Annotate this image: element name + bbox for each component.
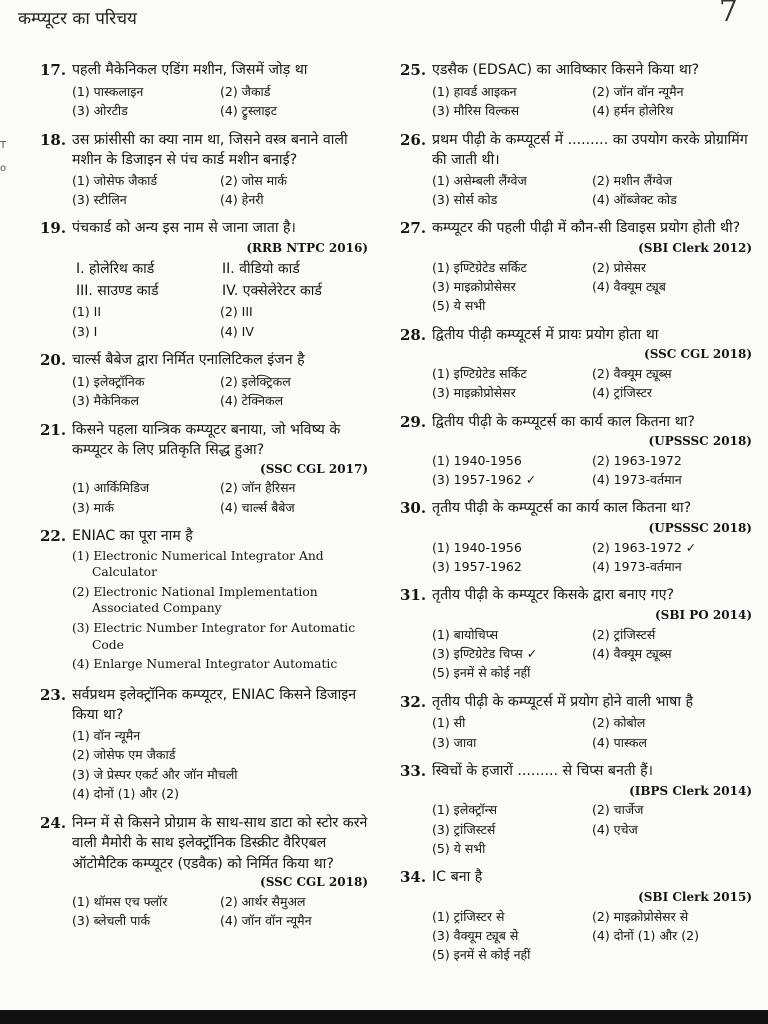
answer-options [72, 478, 368, 517]
answer-option: (1) इलेक्ट्रॉन्स [432, 802, 498, 818]
question-block [400, 325, 752, 403]
question-number: 29. [400, 412, 427, 431]
answer-option: (1) इण्टिग्रेटेड सर्किट [432, 259, 527, 275]
answer-option: (3) वैक्यूम ट्यूब से [432, 927, 519, 943]
question-block [40, 130, 368, 210]
question-source: (SSC CGL 2017) [260, 461, 368, 476]
answer-option: (1) आर्किमिडिज [72, 480, 150, 496]
answer-option: (4) एचेज [592, 821, 638, 837]
question-header [400, 692, 752, 714]
answer-option: (3) मौरिस विल्कस [432, 103, 520, 119]
question-number: 28. [400, 325, 427, 344]
question-header [40, 218, 368, 240]
question-number: 25. [400, 61, 427, 79]
question-number: 19. [40, 219, 67, 238]
answer-option: (1) II [72, 304, 102, 320]
question-number: 18. [40, 130, 67, 149]
question-text: कम्प्यूटर की पहली पीढ़ी में कौन-सी डिवाइस प्रयोग होती थी? [432, 220, 741, 237]
answer-option: (5) इनमें से कोई नहीं [432, 947, 531, 963]
answer-option: (2) जोस मार्क [220, 172, 287, 188]
question-source: (SBI PO 2014) [654, 608, 752, 623]
question-header [400, 585, 752, 607]
answer-options [72, 892, 368, 931]
answer-option: (2) ट्रांजिस्टर्स [592, 626, 656, 642]
question-text: द्वितीय पीढ़ी कम्प्यूटर्स में प्रायः प्रयोग होता था [432, 326, 659, 343]
answer-option: (4) 1973-वर्तमान [592, 472, 682, 488]
question-number: 22. [40, 526, 67, 545]
answer-option: (4) IV [220, 323, 254, 339]
answer-option: (1) हावर्ड आइकन [432, 83, 517, 99]
question-text: प्रथम पीढ़ी के कम्प्यूटर्स में ......... का उपयोग करके प्रोग्रामिंग की जाती थी। [432, 131, 748, 169]
question-text: स्विचों के हजारों ......... से चिप्स बनती हैं। [432, 763, 653, 780]
question-number: 31. [400, 586, 427, 605]
answer-option: (3) माइक्रोप्रोसेसर [432, 278, 516, 294]
question-number: 20. [40, 351, 67, 370]
bottom-border [0, 1010, 768, 1024]
answer-option: (2) Electronic National Implementation Associated Company [72, 584, 318, 616]
question-block [40, 526, 368, 676]
answer-option: (1) 1940-1956 [432, 539, 522, 555]
answer-option: (1) 1940-1956 [432, 452, 522, 468]
roman-item: I. होलेरिथ कार्ड [76, 260, 155, 277]
question-header [400, 498, 752, 520]
answer-option: (2) प्रोसेसर [592, 259, 647, 275]
answer-option: (3) सोर्स कोड [432, 192, 498, 208]
answer-options [432, 538, 752, 577]
question-block [40, 218, 368, 341]
answer-option: (2) 1963-1972 ✓ [592, 539, 697, 555]
answer-options [432, 171, 752, 210]
answer-option: (4) वैक्यूम ट्यूब [592, 278, 666, 294]
answer-option: (1) थॉमस एच फ्लॉर [72, 893, 168, 909]
question-number: 27. [400, 219, 427, 238]
question-block [400, 218, 752, 315]
question-text: द्वितीय पीढ़ी के कम्प्यूटर्स का कार्य काल कितना था? [432, 413, 695, 430]
answer-option: (5) ये सभी [432, 298, 486, 314]
question-source: (SBI Clerk 2015) [638, 890, 752, 905]
answer-option: (3) Electric Number Integrator for Automatic Code [72, 621, 356, 652]
question-text: तृतीय पीढ़ी के कम्प्यूटर किसके द्वारा बनाए गए? [432, 587, 675, 604]
left-question-column [40, 60, 368, 939]
answer-option: (2) 1963-1972 [592, 452, 682, 468]
answer-options [432, 364, 752, 403]
answer-option: (4) पास्कल [592, 734, 647, 750]
answer-option: (1) बायोचिप्स [432, 626, 499, 642]
question-header [400, 130, 752, 171]
question-text: ENIAC का पूरा नाम है [72, 527, 193, 544]
answer-option: (4) वैक्यूम ट्यूब्स [592, 645, 672, 661]
answer-option: (1) असेम्बली लैंग्वेज [432, 172, 527, 188]
question-block [400, 585, 752, 682]
question-block [40, 420, 368, 517]
question-text: IC बना है [432, 869, 483, 886]
answer-options [432, 451, 752, 490]
roman-item: IV. एक्सेलेरेटर कार्ड [222, 282, 322, 299]
question-header [40, 60, 368, 82]
answer-options [432, 82, 752, 121]
answer-options [432, 713, 752, 752]
question-number: 34. [400, 868, 427, 887]
corner-mark: 7 [718, 0, 738, 29]
answer-option: (4) 1973-वर्तमान [592, 559, 682, 574]
answer-option: (3) ओरटीड [72, 103, 128, 119]
question-source: (SBI Clerk 2012) [638, 241, 752, 256]
answer-option: (4) ऑब्जेक्ट कोड [592, 192, 677, 208]
question-number: 24. [40, 813, 67, 832]
question-source: (IBPS Clerk 2014) [629, 783, 752, 798]
answer-option: (4) हर्मन होलेरिथ [592, 103, 674, 119]
answer-options [72, 548, 368, 676]
answer-option: (3) 1957-1962 [432, 559, 522, 574]
answer-options [72, 302, 368, 341]
question-number: 23. [40, 685, 67, 704]
question-source: (SSC CGL 2018) [644, 347, 752, 362]
left-edge-marks [0, 140, 6, 174]
answer-options [432, 625, 752, 683]
question-header [40, 813, 368, 875]
question-source: (RRB NTPC 2016) [246, 241, 368, 256]
question-number: 17. [40, 61, 67, 79]
answer-option: (2) माइक्रोप्रोसेसर से [592, 908, 689, 924]
answer-option: (3) मार्क [72, 499, 114, 515]
question-header [40, 130, 368, 171]
page-header: कम्प्यूटर का परिचय [18, 9, 137, 29]
question-source: (UPSSSC 2018) [648, 434, 752, 449]
question-block [40, 60, 368, 121]
answer-option: (1) वॉन न्यूमैन [72, 728, 141, 744]
question-header [40, 685, 368, 726]
answer-option: (4) टेक्निकल [220, 393, 284, 409]
question-header [400, 867, 752, 889]
question-block [400, 130, 752, 210]
answer-option: (4) दोनों (1) और (2) [592, 927, 699, 943]
question-header [40, 350, 368, 372]
question-number: 32. [400, 692, 427, 711]
question-number: 30. [400, 499, 427, 518]
answer-options [72, 82, 368, 121]
question-text: तृतीय पीढ़ी के कम्प्यूटर्स का कार्य काल कितना था? [432, 500, 692, 517]
question-source: (UPSSSC 2018) [648, 521, 752, 536]
question-block [40, 350, 368, 411]
answer-option: (2) III [220, 304, 253, 320]
question-number: 26. [400, 130, 427, 149]
answer-option: (4) हेनरी [220, 192, 264, 208]
question-header [40, 526, 368, 548]
answer-option: (1) ट्रांजिस्टर से [432, 908, 505, 924]
answer-option: (2) कोबोल [592, 715, 646, 731]
answer-option: (4) चार्ल्स बैबेज [220, 499, 295, 515]
question-block [400, 60, 752, 121]
question-text: किसने पहला यान्त्रिक कम्प्यूटर बनाया, जो भविष्य के कम्प्यूटर के लिए प्रतिकृति सिद्ध हुआ? [72, 421, 341, 459]
question-text: चार्ल्स बैबेज द्वारा निर्मित एनालिटिकल इंजन है [72, 352, 305, 369]
roman-item: III. साउण्ड कार्ड [76, 282, 159, 299]
answer-option: (2) वैक्यूम ट्यूब्स [592, 365, 672, 381]
question-block [400, 498, 752, 576]
question-header [400, 60, 752, 82]
question-block [400, 412, 752, 490]
question-text: उस फ्रांसीसी का क्या नाम था, जिसने वस्त्र बनाने वाली मशीन के डिजाइन से पंच कार्ड मशीन बनाई? [72, 131, 348, 169]
answer-option: (3) इण्टिग्रेटेड चिप्स ✓ [432, 645, 538, 661]
answer-option: (4) ट्रुस्लाइट [220, 103, 277, 119]
question-text: तृतीय पीढ़ी के कम्प्यूटर्स में प्रयोग होने वाली भाषा है [432, 693, 694, 710]
answer-options [72, 726, 368, 804]
answer-option: (3) ब्लेचली पार्क [72, 913, 151, 929]
question-text: पंचकार्ड को अन्य इस नाम से जाना जाता है। [72, 220, 296, 237]
answer-option: (2) मशीन लैंग्वेज [592, 172, 673, 188]
right-question-column [400, 60, 752, 974]
answer-option: (2) चार्जेज [592, 802, 644, 818]
answer-option: (2) आर्थर सैमुअल [220, 893, 306, 909]
answer-option: (3) मैकेनिकल [72, 393, 140, 409]
answer-options [72, 372, 368, 411]
answer-option: (2) जॉन हैरिसन [220, 480, 296, 496]
answer-option: (1) सी [432, 715, 466, 731]
answer-options [432, 907, 752, 965]
answer-option: (2) जोसेफ एम जैकार्ड [72, 747, 176, 763]
answer-option: (4) ट्रांजिस्टर [592, 385, 653, 401]
answer-option: (3) जे प्रेस्पर एकर्ट और जॉन मौचली [72, 766, 238, 782]
left-edge-mark: o [0, 163, 7, 174]
question-header [40, 420, 368, 461]
question-source: (SSC CGL 2018) [260, 875, 368, 890]
answer-option: (1) इलेक्ट्रॉनिक [72, 373, 145, 389]
answer-option: (3) स्टीलिन [72, 192, 127, 208]
answer-option: (3) I [72, 323, 98, 339]
answer-option: (1) Electronic Numerical Integrator And Calculator [72, 548, 324, 580]
question-text: सर्वप्रथम इलेक्ट्रॉनिक कम्प्यूटर, ENIAC किसने डिजाइन किया था? [72, 686, 357, 724]
question-number: 33. [400, 762, 427, 781]
answer-option: (3) जावा [432, 734, 477, 750]
answer-option: (5) इनमें से कोई नहीं [432, 665, 531, 681]
answer-option: (5) ये सभी [432, 841, 486, 857]
question-header [400, 218, 752, 240]
question-block [40, 813, 368, 931]
answer-option: (3) माइक्रोप्रोसेसर [432, 385, 516, 401]
roman-item-list [72, 258, 368, 303]
answer-option: (1) जोसेफ जैकार्ड [72, 172, 158, 188]
question-number: 21. [40, 420, 67, 439]
question-block [400, 692, 752, 753]
answer-option: (1) पास्कलाइन [72, 83, 144, 99]
question-block [400, 867, 752, 964]
answer-option: (1) इण्टिग्रेटेड सर्किट [432, 365, 527, 381]
question-header [400, 325, 752, 347]
question-block [400, 761, 752, 858]
question-text: एडसैक (EDSAC) का आविष्कार किसने किया था? [432, 62, 700, 78]
answer-option: (3) ट्रांजिस्टर्स [432, 821, 496, 837]
question-header [400, 761, 752, 783]
answer-option: (2) इलेक्ट्रिकल [220, 373, 291, 389]
left-edge-mark: T [0, 140, 7, 151]
answer-option: (4) Enlarge Numeral Integrator Automatic [72, 657, 338, 672]
question-block [40, 685, 368, 804]
answer-option: (2) जैकार्ड [220, 83, 271, 99]
question-header [400, 412, 752, 434]
roman-item: II. वीडियो कार्ड [222, 260, 300, 277]
answer-options [432, 258, 752, 316]
answer-options [72, 171, 368, 210]
answer-option: (3) 1957-1962 ✓ [432, 472, 537, 488]
answer-option: (2) जॉन वॉन न्यूमैन [592, 83, 684, 99]
question-text: निम्न में से किसने प्रोग्राम के साथ-साथ डाटा को स्टोर करने वाली मैमोरी के साथ इलेक्ट्रॉनिक डिस्क्रीट वैरिएबल ऑटोमैटिक कम्प्यूटर (एडवैक) को निर्मित किया था? [72, 814, 368, 872]
answer-option: (4) दोनों (1) और (2) [72, 786, 179, 802]
question-text: पहली मैकेनिकल एडिंग मशीन, जिसमें जोड़ था [72, 62, 308, 78]
answer-options [432, 800, 752, 858]
answer-option: (4) जॉन वॉन न्यूमैन [220, 913, 312, 929]
